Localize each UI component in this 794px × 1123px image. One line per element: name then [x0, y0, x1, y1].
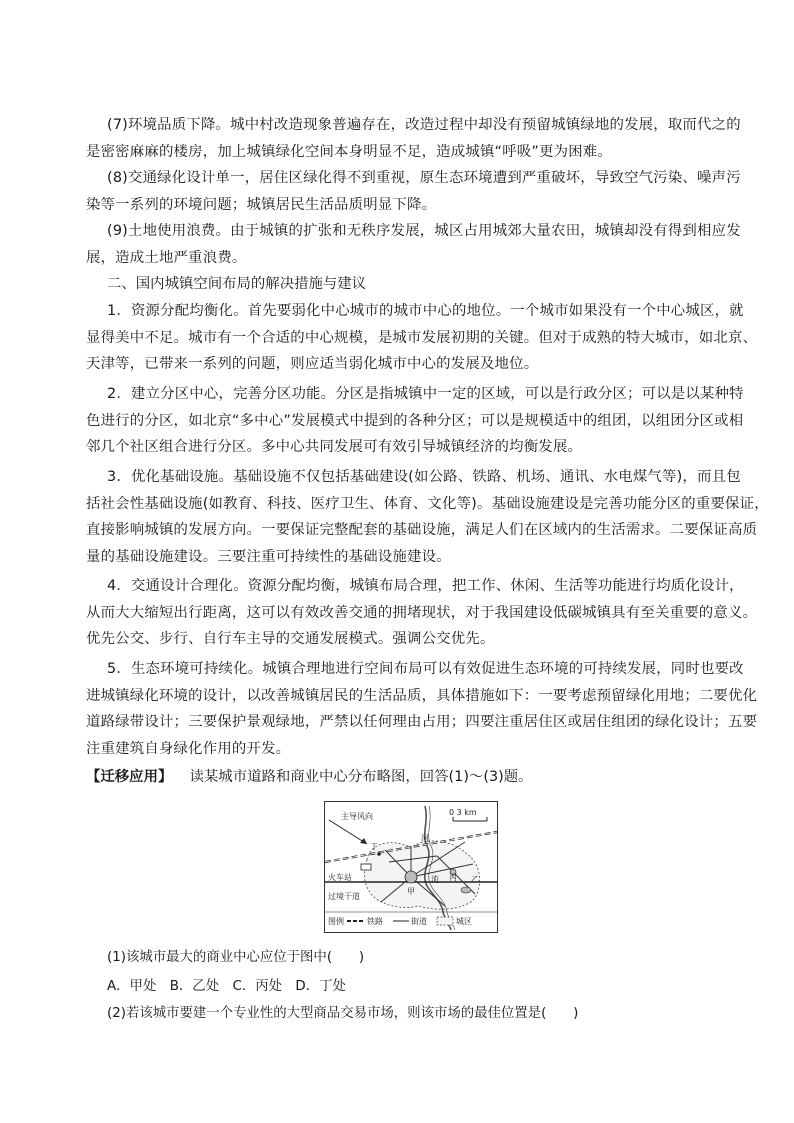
point-bing-label: 丙: [449, 873, 457, 882]
text-line: 2．建立分区中心，完善分区功能。分区是指城镇中一定的区域，可以是行政分区；可以是以某种特: [107, 386, 744, 402]
text-line: 3．优化基础设施。基础设施不仅包括基础建设(如公路、铁路、机场、通讯、水电煤气等)，而且包: [107, 469, 741, 485]
station-label: 火车站: [328, 873, 352, 882]
measure-4: [86, 573, 758, 653]
measure-5: [86, 656, 758, 762]
text-line: (8)交通绿化设计单一，居住区绿化得不到重视，原生态环境遭到严重破坏，导致空气污染、噪声污: [107, 170, 741, 186]
point-yi-marker: [461, 887, 471, 893]
city-map-figure: [324, 801, 498, 933]
text-line: 显得美中不足。城市有一个合适的中心规模，是城市发展初期的关键。但对于成熟的特大城市，如北京、: [86, 329, 758, 346]
paragraph-7: [86, 112, 741, 165]
text-line: 4．交通设计合理化。资源分配均衡，城镇布局合理，把工作、休闲、生活等功能进行均质化设计，: [107, 578, 744, 594]
measure-2: [86, 381, 744, 461]
center-jia-marker: [405, 871, 417, 883]
legend-prefix: 图例: [328, 917, 344, 926]
text-line: 展，造成土地严重浪费。: [86, 249, 247, 266]
text-line: 1．资源分配均衡化。首先要弱化中心城市的城市中心的地位。一个城市如果没有一个中心城区，就: [107, 303, 744, 319]
text-line: 优先公交、步行、自行车主导的交通发展模式。强调公交优先。: [86, 631, 495, 647]
scale-bar: [453, 817, 487, 821]
text-line: 邻几个社区组合进行分区。多中心共同发展可有效引导城镇经济的均衡发展。: [86, 439, 583, 455]
text-line: 量的基础设施建设。三要注重可持续性的基础设施建设。: [86, 548, 451, 565]
question-1-options: A．甲处 B．乙处 C．丙处 D．丁处: [107, 979, 346, 994]
question-2-stem: (2)若该城市要建一个专业性的大型商品交易市场，则该市场的最佳位置是( ): [107, 1006, 579, 1021]
wind-label: 主导风向: [341, 812, 373, 821]
text-line: 5．生态环境可持续化。城镇合理地进行空间布局可以有效促进生态环境的可持续发展，同时也要改: [107, 661, 744, 677]
legend-city-symbol: [437, 917, 453, 925]
paragraph-9: [86, 218, 741, 271]
text-line: 括社会性基础设施(如教育、科技、医疗卫生、体育、文化等)。基础设施建设是完善功能分区的重要保证，: [86, 495, 769, 512]
text-line: (9)土地使用浪费。由于城镇的扩张和无秩序发展，城区占用城郊大量农田，城镇却没有得到相应发: [107, 223, 741, 239]
river-label-1: 河: [421, 834, 429, 843]
paragraph-8: [86, 165, 741, 218]
point-ding-marker: [377, 852, 381, 856]
migration-text: 读某城市道路和商业中心分布略图，回答(1)～(3)题。: [189, 769, 533, 785]
section-heading: 二、国内城镇空间布局的解决措施与建议: [107, 276, 367, 292]
text-line: 天津等，已带来一系列的问题，则应适当弱化城市中心的发展及地位。: [86, 356, 539, 372]
text-line: 色进行的分区，如北京“多中心”发展模式中提到的各种分区；可以是规模适中的组团，以组团分区或相: [86, 412, 744, 429]
point-yi-label: 乙: [471, 875, 479, 884]
text-line: 是密密麻麻的楼房，加上城镇绿化空间本身明显不足，造成城镇“呼吸”更为困难。: [86, 143, 612, 160]
point-jia-label: 甲: [407, 887, 415, 896]
station-marker: [361, 864, 371, 870]
legend-rail-label: 铁路: [367, 917, 383, 926]
scale-label: 0 3 km: [449, 808, 477, 817]
text-line: 染等一系列的环境问题；城镇居民生活品质明显下降。: [86, 196, 437, 213]
legend-street-label: 街道: [411, 917, 427, 926]
migration-prompt: [86, 764, 533, 791]
measure-1: [86, 298, 758, 378]
text-line: 进城镇绿化环境的设计，以改善城镇居民的生活品质，具体措施如下：一要考虑预留绿化用地；二要优化: [86, 687, 758, 704]
legend-city-label: 城区: [456, 917, 472, 926]
text-line: 直接影响城镇的发展方向。一要保证完整配套的基础设施，满足人们在区域内的生活需求。二要保证高质: [86, 522, 758, 538]
river-label-2: 流: [431, 875, 439, 884]
wind-direction-arrow: [329, 820, 367, 844]
city-map-svg: [325, 802, 497, 932]
highway-label: 过境干道: [328, 892, 360, 901]
point-ding-label: 丁: [370, 842, 378, 851]
text-line: 从而大大缩短出行距离，这可以有效改善交通的拥堵现状，对于我国建设低碳城镇具有至关重要的意义。: [86, 604, 758, 621]
text-line: 道路绿带设计；三要保护景观绿地，严禁以任何理由占用；四要注重居住区或居住组团的绿化设计；五要: [86, 714, 758, 730]
migration-tag: 【迁移应用】: [86, 769, 173, 785]
text-line: (7)环境品质下降。城中村改造现象普遍存在，改造过程中却没有预留城镇绿地的发展，取而代之的: [107, 117, 741, 133]
measure-3: [86, 464, 769, 570]
question-1-stem: (1)该城市最大的商业中心应位于图中( ): [107, 950, 365, 965]
text-line: 注重建筑自身绿化作用的开发。: [86, 740, 291, 757]
